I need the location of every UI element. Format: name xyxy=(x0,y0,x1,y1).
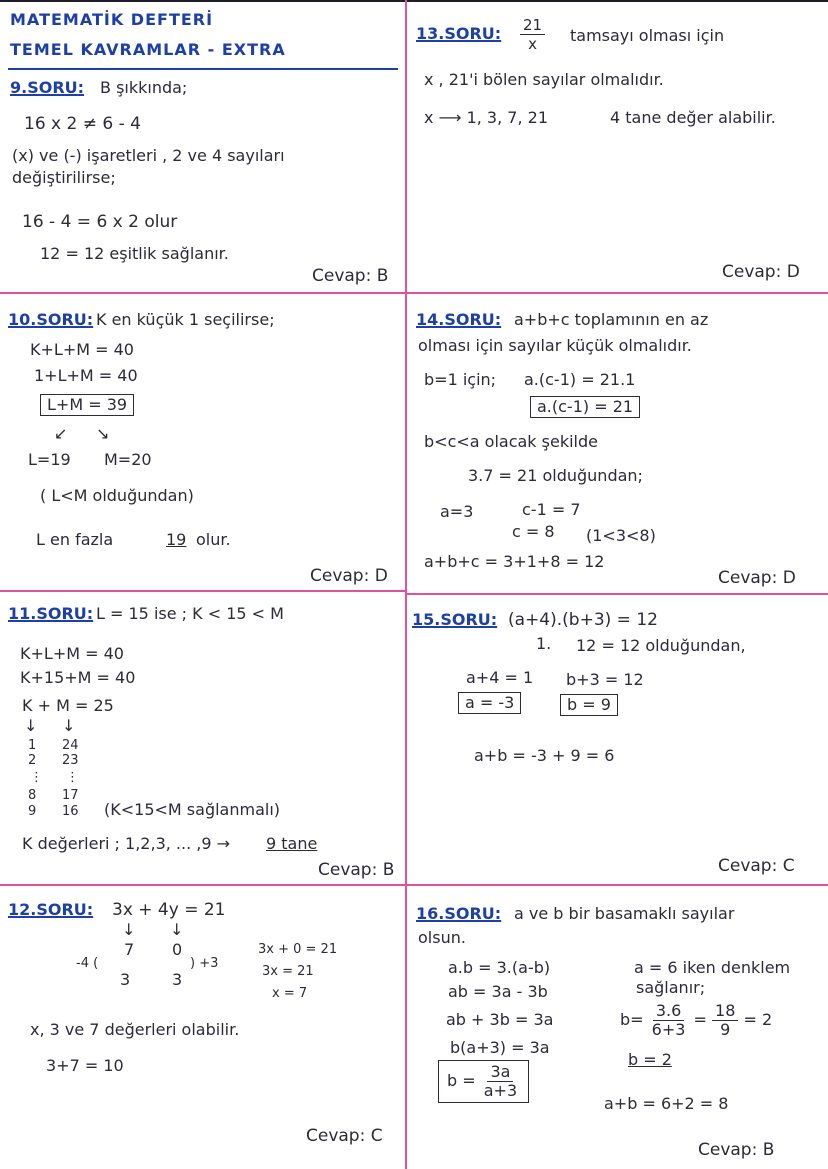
question-14-line-2a: b=1 için; xyxy=(424,370,497,389)
arrow-down-right: ↘ xyxy=(96,424,110,443)
question-15-line-1b: 12 = 12 olduğundan, xyxy=(576,636,746,655)
k-value-1: 1 xyxy=(28,738,37,753)
question-12-side-2: 3x = 21 xyxy=(262,964,314,979)
question-12-side-3: x = 7 xyxy=(272,986,308,1001)
question-11-label: 11.SORU: xyxy=(8,604,94,623)
k-value-9: 9 xyxy=(28,804,37,819)
notebook-title: MATEMATİK DEFTERİ xyxy=(10,10,214,29)
question-11-line-4a: K değerleri ; 1,2,3, ... ,9 → xyxy=(22,834,231,853)
question-12-answer: Cevap: C xyxy=(306,1126,383,1146)
question-16-right-fraction xyxy=(620,1002,772,1039)
question-16-right-den2: 9 xyxy=(720,1020,731,1039)
arrow-down-left: ↙ xyxy=(54,424,68,443)
question-16-line-3: ab + 3b = 3a xyxy=(446,1010,554,1029)
question-11-intro: L = 15 ise ; K < 15 < M xyxy=(96,604,284,623)
question-12-side-1: 3x + 0 = 21 xyxy=(258,942,338,957)
question-16-line-2: ab = 3a - 3b xyxy=(448,982,548,1001)
question-9-line-5: 12 = 12 eşitlik sağlanır. xyxy=(40,244,229,263)
question-13-fraction xyxy=(520,16,545,53)
question-14-intro: a+b+c toplamının en az xyxy=(514,310,709,329)
question-15-line-1a: 1. xyxy=(536,634,552,653)
question-11-line-2: K+15+M = 40 xyxy=(20,668,136,687)
k-value-8: 8 xyxy=(28,788,37,803)
question-10-line-2: 1+L+M = 40 xyxy=(34,366,138,385)
question-16-intro-2: olsun. xyxy=(418,928,466,947)
question-14-line-2b: a.(c-1) = 21.1 xyxy=(524,370,636,389)
question-10-l-value: L=19 xyxy=(28,450,71,469)
question-12-minus4: -4 ( xyxy=(76,956,99,971)
question-10-m-value: M=20 xyxy=(104,450,152,469)
k-value-ellipsis: ⋮ xyxy=(30,770,43,785)
question-11-answer: Cevap: B xyxy=(318,860,395,880)
question-16-right-2: sağlanır; xyxy=(636,978,706,997)
row-divider-2-left xyxy=(0,590,405,592)
question-16-boxed-b: b = xyxy=(447,1071,481,1090)
question-10-line-6c: olur. xyxy=(196,530,231,549)
question-15-line-4: a+b = -3 + 9 = 6 xyxy=(474,746,615,765)
question-9-line-2: (x) ve (-) işaretleri , 2 ve 4 sayıları xyxy=(12,146,285,165)
row-divider-3-right xyxy=(407,884,828,886)
question-16-right-b: b= xyxy=(620,1010,649,1029)
question-13-intro: tamsayı olması için xyxy=(570,26,725,45)
question-16-right-1: a = 6 iken denklem xyxy=(634,958,791,977)
question-10-boxed: L+M = 39 xyxy=(40,394,134,416)
question-14-label: 14.SORU: xyxy=(416,310,502,329)
m-value-ellipsis: ⋮ xyxy=(66,770,79,785)
question-11-line-1: K+L+M = 40 xyxy=(20,644,124,663)
arrow-down-x: ↓ xyxy=(122,920,136,939)
question-12-line-1: x, 3 ve 7 değerleri olabilir. xyxy=(30,1020,240,1039)
question-13-line-3: 4 tane değer alabilir. xyxy=(610,108,776,127)
question-16-right-eq: = xyxy=(693,1010,713,1029)
question-10-intro: K en küçük 1 seçilirse; xyxy=(96,310,275,329)
question-16-line-1: a.b = 3.(a-b) xyxy=(448,958,551,977)
question-10-line-6a: L en fazla xyxy=(36,530,114,549)
arrow-down-y: ↓ xyxy=(170,920,184,939)
m-value-23: 23 xyxy=(62,753,79,768)
question-16-answer: Cevap: B xyxy=(698,1140,775,1160)
header-underline xyxy=(8,68,398,70)
row-divider-3-left xyxy=(0,884,405,886)
question-9-line-4: 16 - 4 = 6 x 2 olur xyxy=(22,212,178,232)
question-10-line-6b: 19 xyxy=(166,530,187,549)
question-16-right-num: 3.6 xyxy=(653,1002,684,1021)
m-value-24: 24 xyxy=(62,738,79,753)
question-12-x1: 7 xyxy=(124,940,135,959)
question-10-line-5: ( L<M olduğundan) xyxy=(40,486,194,505)
question-12-y1: 0 xyxy=(172,940,183,959)
question-14-line-1: olması için sayılar küçük olmalıdır. xyxy=(418,336,692,355)
question-15-line-2a: a+4 = 1 xyxy=(466,668,534,687)
question-9-line-3: değiştirilirse; xyxy=(12,168,116,187)
question-9-line-1: 16 x 2 ≠ 6 - 4 xyxy=(24,114,141,134)
question-9-answer: Cevap: B xyxy=(312,266,389,286)
question-12-plus3: ) +3 xyxy=(190,956,219,971)
arrow-down-m: ↓ xyxy=(62,716,76,735)
question-13-answer: Cevap: D xyxy=(722,262,800,282)
question-15-line-2b: b+3 = 12 xyxy=(566,670,644,689)
question-9-label: 9.SORU: xyxy=(10,78,85,97)
question-12-y2: 3 xyxy=(172,970,183,989)
question-16-intro: a ve b bir basamaklı sayılar xyxy=(514,904,735,923)
question-11-line-3: K + M = 25 xyxy=(22,696,114,715)
question-14-line-6b: c-1 = 7 xyxy=(522,500,581,519)
question-16-label: 16.SORU: xyxy=(416,904,502,923)
question-16-line-4: b(a+3) = 3a xyxy=(450,1038,550,1057)
question-16-boxed-result xyxy=(438,1060,529,1103)
question-15-intro: (a+4).(b+3) = 12 xyxy=(508,610,658,630)
m-value-17: 17 xyxy=(62,788,79,803)
question-12-line-2: 3+7 = 10 xyxy=(46,1056,124,1075)
question-14-line-7b: (1<3<8) xyxy=(586,526,656,545)
question-14-line-6a: a=3 xyxy=(440,502,474,521)
question-9-intro: B şıkkında; xyxy=(100,78,188,97)
top-border xyxy=(0,0,828,2)
question-14-line-4: b<c<a olacak şekilde xyxy=(424,432,598,451)
question-10-label: 10.SORU: xyxy=(8,310,94,329)
question-14-answer: Cevap: D xyxy=(718,568,796,588)
question-12-label: 12.SORU: xyxy=(8,900,94,919)
center-divider xyxy=(405,0,407,1169)
arrow-down-k: ↓ xyxy=(24,716,38,735)
row-divider-2-right xyxy=(407,593,828,595)
question-16-right-5: a+b = 6+2 = 8 xyxy=(604,1094,729,1113)
question-10-line-1: K+L+M = 40 xyxy=(30,340,134,359)
question-16-right-num2: 18 xyxy=(712,1002,738,1021)
question-15-label: 15.SORU: xyxy=(412,610,498,629)
question-16-right-4: b = 2 xyxy=(628,1050,672,1069)
notebook-subtitle: TEMEL KAVRAMLAR - EXTRA xyxy=(10,40,286,59)
question-14-boxed: a.(c-1) = 21 xyxy=(530,396,640,418)
question-13-fraction-den: x xyxy=(528,35,537,53)
question-16-right-result: = 2 xyxy=(743,1010,773,1029)
question-16-boxed-num: 3a xyxy=(487,1063,513,1082)
question-16-right-den: 6+3 xyxy=(651,1020,686,1039)
question-14-line-7a: c = 8 xyxy=(512,522,555,541)
question-14-line-8: a+b+c = 3+1+8 = 12 xyxy=(424,552,605,571)
question-11-condition: (K<15<M sağlanmalı) xyxy=(104,800,281,819)
row-divider-1-left xyxy=(0,292,405,294)
m-value-16: 16 xyxy=(62,804,79,819)
question-13-line-2: x ⟶ 1, 3, 7, 21 xyxy=(424,108,548,127)
question-10-answer: Cevap: D xyxy=(310,566,388,586)
row-divider-1-right xyxy=(407,292,828,294)
question-13-label: 13.SORU: xyxy=(416,24,502,43)
question-13-fraction-num: 21 xyxy=(520,16,545,35)
question-15-b-boxed: b = 9 xyxy=(560,694,618,716)
question-11-line-4b: 9 tane xyxy=(266,834,318,853)
question-15-answer: Cevap: C xyxy=(718,856,795,876)
question-13-line-1: x , 21'i bölen sayılar olmalıdır. xyxy=(424,70,664,89)
question-16-boxed-den: a+3 xyxy=(483,1081,518,1100)
question-15-a-boxed: a = -3 xyxy=(458,692,521,714)
question-14-line-5: 3.7 = 21 olduğundan; xyxy=(468,466,643,485)
question-12-x2: 3 xyxy=(120,970,131,989)
question-12-equation: 3x + 4y = 21 xyxy=(112,900,226,920)
k-value-2: 2 xyxy=(28,753,37,768)
